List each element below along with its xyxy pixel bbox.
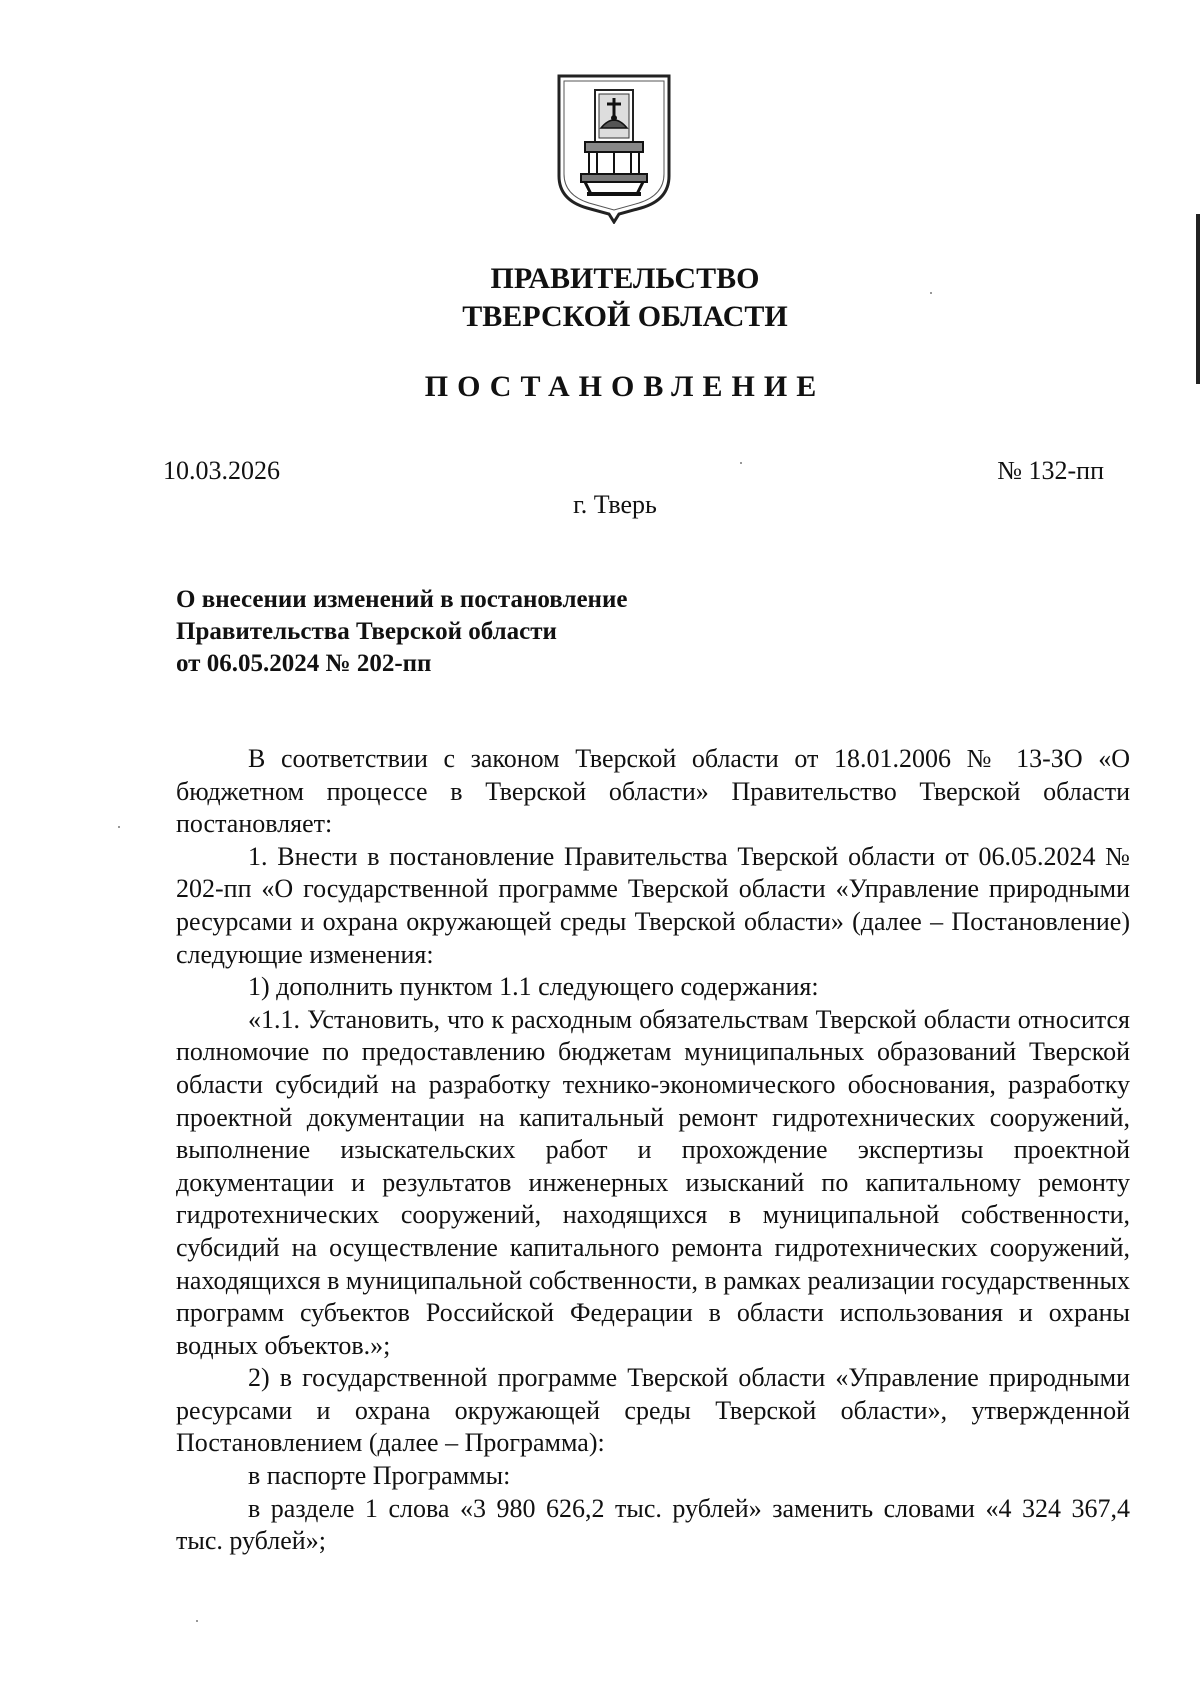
scan-speck [196,1620,198,1622]
document-type-title: ПОСТАНОВЛЕНИЕ [424,370,826,403]
body-paragraph-subitem-1: 1) дополнить пунктом 1.1 следующего содержания: [248,972,819,1002]
document-subject [176,584,627,680]
government-name-line1: ПРАВИТЕЛЬСТВО [490,262,760,295]
scan-edge-artifact [1196,214,1200,384]
coat-of-arms-tver-icon [555,72,673,224]
document-number: № 132-пп [997,456,1104,485]
body-paragraph-section-1: в разделе 1 слова «3 980 626,2 тыс. рублей» заменить словами «4 324 367,4 тыс. рублей»; [176,1493,1130,1556]
body-paragraph-subitem-2: 2) в государственной программе Тверской области «Управление природными ресурсами и охрана окружающей среды Тверской области», утвержденной Постановлением (далее – Программа): [176,1363,1130,1458]
body-paragraph-preamble: В соответствии с законом Тверской области от 18.01.2006 № 13-ЗО «О бюджетном процессе в Тверской области» Правительство Тверской области постановляет: [176,744,1130,839]
document-date: 10.03.2026 [163,456,280,485]
body-paragraph-passport: в паспорте Программы: [248,1461,511,1491]
scan-speck [118,826,120,828]
document-city: г. Тверь [573,490,657,519]
document-body [176,743,1130,1558]
government-name-line2: ТВЕРСКОЙ ОБЛАСТИ [462,300,788,333]
scan-speck [930,292,932,294]
scan-speck [740,462,742,464]
subject-line: Правительства Тверской области [176,618,557,645]
subject-line: от 06.05.2024 № 202-пп [176,650,432,677]
body-paragraph-item-1: 1. Внести в постановление Правительства Тверской области от 06.05.2024 № 202-пп «О государственной программе Тверской области «Управление природными ресурсами и охрана окружающей среды Тверской области» (далее – Постановление) следующие изменения: [176,841,1130,969]
body-paragraph-clause-1-1: «1.1. Установить, что к расходным обязательствам Тверской области относится полномочие по предоставлению бюджетам муниципальных образований Тверской области субсидий на разработку технико-экономического обоснования, разработку проектной документации на капитальный ремонт гидротехнических сооружений, выполнение изыскательских работ и прохождение экспертизы проектной документации и результатов инженерных изысканий по капитальному ремонту гидротехнических сооружений, находящихся в муниципальной собственности, субсидий на осуществление капитального ремонта гидротехнических сооружений, находящихся в муниципальной собственности, в рамках реализации государственных программ субъектов Российской Федерации в области использования и охраны водных объектов.»; [176,1004,1130,1360]
subject-line: О внесении изменений в постановление [176,586,628,613]
